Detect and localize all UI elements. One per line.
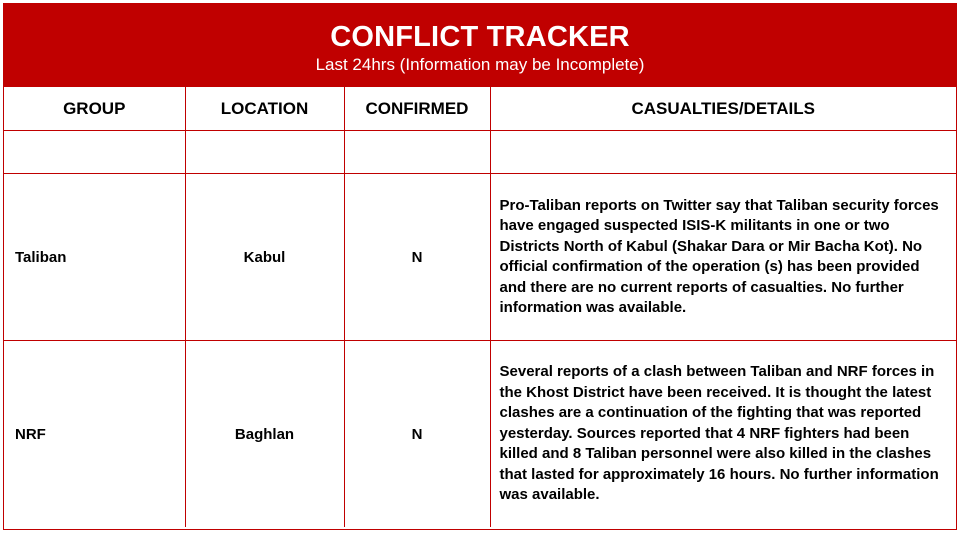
conflict-table [4, 87, 956, 527]
cell-group: Taliban [4, 174, 185, 341]
cell-confirmed: N [344, 341, 490, 528]
cell-group: NRF [4, 341, 185, 528]
cell-group [4, 131, 185, 174]
page-title: CONFLICT TRACKER [330, 21, 630, 53]
cell-confirmed: N [344, 174, 490, 341]
cell-details: Pro-Taliban reports on Twitter say that Taliban security forces have engaged suspected ISIS-K militants in one or two Districts North of Kabul (Shakar Dara or Mir Bacha Kot). No official confirmation of the operation (s) has been provided and there are no current reports of casualties. No further information was available. [490, 174, 956, 341]
page-subtitle: Last 24hrs (Information may be Incomplete) [315, 55, 645, 74]
cell-details [490, 131, 956, 174]
tracker-header [4, 4, 956, 87]
cell-confirmed [344, 131, 490, 174]
table-row [4, 341, 956, 528]
cell-details: Several reports of a clash between Taliban and NRF forces in the Khost District have been received. It is thought the latest clashes are a continuation of the fighting that was reported yesterday. Sources reported that 4 NRF fighters had been killed and 8 Taliban personnel were also killed in the clashes that lasted for approximately 16 hours. No further information was available. [490, 341, 956, 528]
table-header-row [4, 87, 956, 131]
table-row [4, 131, 956, 174]
column-header-location: LOCATION [185, 87, 344, 131]
column-header-group: GROUP [4, 87, 185, 131]
cell-location: Baghlan [185, 341, 344, 528]
cell-location [185, 131, 344, 174]
column-header-confirmed: CONFIRMED [344, 87, 490, 131]
conflict-tracker [3, 3, 957, 530]
cell-location: Kabul [185, 174, 344, 341]
column-header-details: CASUALTIES/DETAILS [490, 87, 956, 131]
table-row [4, 174, 956, 341]
